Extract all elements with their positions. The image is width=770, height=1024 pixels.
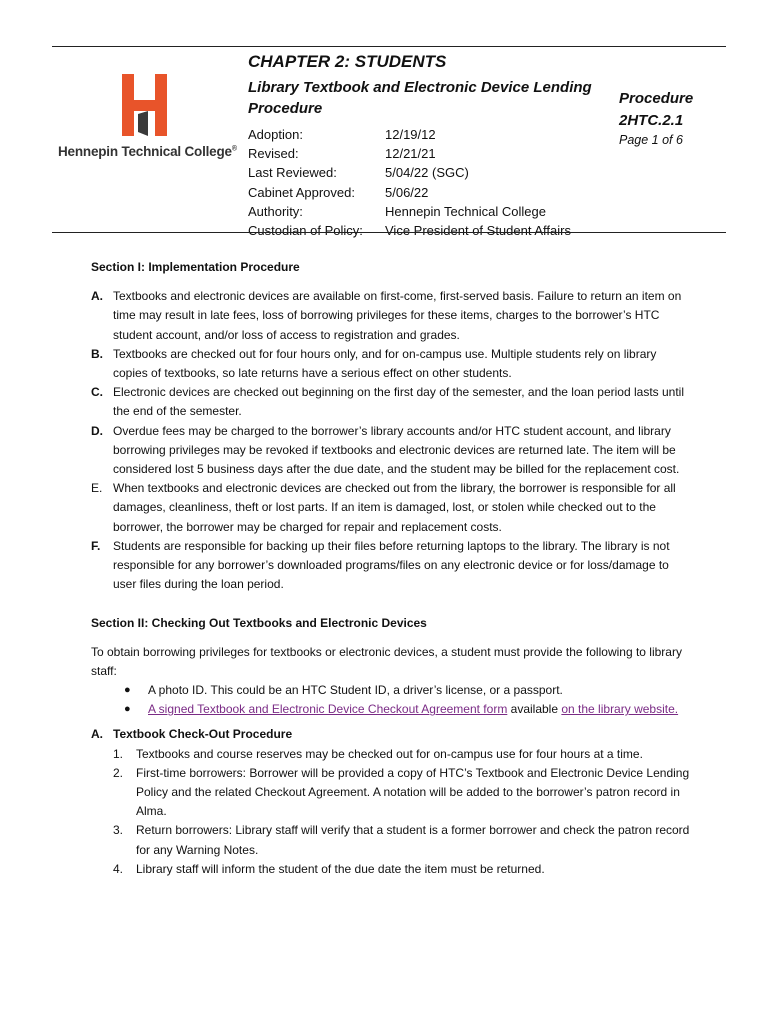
step-text: Return borrowers: Library staff will verify that a student is a former borrower and check the patron record for any Warning Notes. (136, 823, 690, 857)
procedure-label: Procedure (619, 90, 694, 107)
requirements-list (91, 681, 691, 719)
h-logo-icon (122, 74, 167, 136)
checkout-steps (91, 745, 691, 879)
meta-label: Cabinet Approved: (248, 184, 355, 200)
checkout-agreement-link[interactable]: A signed Textbook and Electronic Device Checkout Agreement form (148, 702, 508, 717)
step-number: 2. (113, 765, 124, 780)
college-logo (58, 74, 238, 159)
procedure-title: Library Textbook and Electronic Device Lending Procedure (248, 79, 592, 117)
item-text: Electronic devices are checked out beginning on the first day of the semester, and the loan period lasts until the end of the semester. (113, 385, 685, 419)
meta-value: 5/06/22 (385, 184, 429, 200)
list-item (91, 821, 691, 859)
item-text: Students are responsible for backing up their files before returning laptops to the library. The library is not responsible for any borrower’s downloaded programs/files on any electronic device or for loss/damage to user files during the loan period. (113, 538, 670, 592)
meta-label: Adoption: (248, 127, 303, 142)
meta-value: Vice President of Student Affairs (385, 223, 571, 239)
procedure-number: 2HTC.2.1 (619, 112, 684, 129)
document-body (91, 258, 691, 879)
meta-value: 5/04/22 (SGC) (385, 165, 469, 181)
meta-row (248, 144, 608, 163)
item-marker: C. (91, 385, 103, 400)
meta-label: Revised: (248, 146, 299, 162)
step-text: First-time borrowers: Borrower will be provided a copy of HTC’s Textbook and Electronic Device Lending Policy and the related Checkout Agreement. A notation will be added to the borrower’s patron record in Alma. (136, 765, 690, 819)
item-text: Textbooks and electronic devices are available on first-come, first-served basis. Failure to return an item on time may result in late fees, loss of borrowing privileges for these items, charges to the borrower’s HTC student account, and/or loss of access to registration and grades. (113, 289, 682, 342)
step-number: 3. (113, 823, 124, 838)
step-number: 1. (113, 746, 124, 761)
college-name: Hennepin Technical College® (58, 144, 237, 159)
item-marker: A. (91, 289, 103, 304)
meta-row (248, 221, 608, 240)
list-item (91, 860, 691, 879)
meta-value: 12/19/12 (385, 127, 436, 142)
section-1-heading: Section I: Implementation Procedure (91, 260, 300, 274)
bullet-icon: ● (124, 684, 131, 697)
meta-label: Custodian of Policy: (248, 223, 363, 239)
meta-row (248, 163, 608, 182)
section-2-heading: Section II: Checking Out Textbooks and Electronic Devices (91, 616, 427, 631)
list-item (91, 700, 691, 719)
header-bottom-rule (52, 232, 726, 233)
list-item (91, 479, 691, 537)
section-2 (91, 614, 691, 879)
chapter-title: CHAPTER 2: STUDENTS (248, 52, 447, 71)
photo-id-requirement: A photo ID. This could be an HTC Student ID, a driver’s license, or a passport. (148, 683, 563, 698)
list-item (91, 345, 691, 383)
list-item (91, 537, 691, 595)
meta-label: Authority: (248, 203, 303, 219)
meta-value: 12/21/21 (385, 146, 436, 162)
meta-row (248, 125, 608, 144)
procedure-id-block (619, 88, 719, 147)
header-top-rule (52, 46, 726, 47)
list-item (91, 745, 691, 764)
item-marker: F. (91, 538, 101, 553)
item-marker: E. (91, 481, 103, 496)
section-2-intro: To obtain borrowing privileges for textbooks or electronic devices, a student must provide the following to library staff: (91, 644, 682, 678)
meta-row (248, 183, 608, 202)
step-text: Library staff will inform the student of the due date the item must be returned. (136, 861, 545, 876)
step-number: 4. (113, 861, 124, 876)
step-text: Textbooks and course reserves may be checked out for on-campus use for four hours at a time. (136, 746, 643, 761)
meta-label: Last Reviewed: (248, 165, 337, 181)
section-1-list (91, 287, 691, 594)
library-website-link[interactable]: on the library website. (561, 702, 679, 717)
item-text: Textbooks are checked out for four hours only, and for on-campus use. Multiple students rely on library copies of textbooks, so late returns have a serious effect on other students. (113, 346, 657, 381)
procedure-metadata (248, 125, 608, 240)
item-text: When textbooks and electronic devices are checked out from the library, the borrower is responsible for all damages, cleanliness, theft or lost parts. If an item is damaged, lost, or stolen while checked out to the borrower, the borrower may be charged for repair and replacement costs. (113, 481, 676, 534)
list-item (91, 681, 691, 700)
textbook-checkout-heading: A. Textbook Check-Out Procedure (91, 727, 293, 742)
list-item (91, 764, 691, 822)
item-marker: D. (91, 423, 103, 438)
meta-value: Hennepin Technical College (385, 203, 546, 219)
bullet-icon: ● (124, 703, 131, 716)
list-item (91, 383, 691, 421)
list-item (91, 422, 691, 480)
meta-row (248, 202, 608, 221)
agreement-requirement: A signed Textbook and Electronic Device Checkout Agreement form available on the library website. (148, 702, 679, 717)
item-text: Overdue fees may be charged to the borrower’s library accounts and/or HTC student account, and library borrowing privileges may be revoked if textbooks and electronic devices are returned late. The item will be considered lost 5 business days after the due date, and the student may be billed for the replacement cost. (113, 423, 680, 477)
list-item (91, 287, 691, 345)
item-marker: B. (91, 346, 103, 361)
document-header (248, 52, 608, 240)
page-indicator: Page 1 of 6 (619, 133, 683, 147)
